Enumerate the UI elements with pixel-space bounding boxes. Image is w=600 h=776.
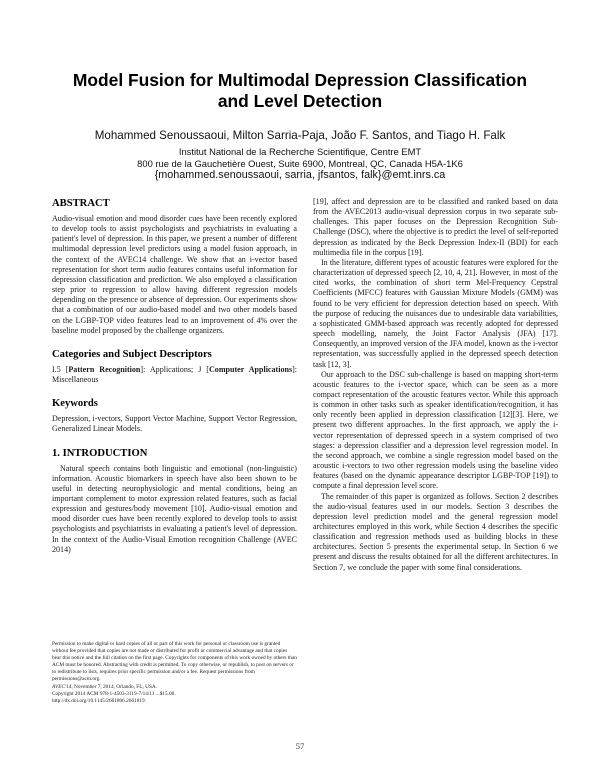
author-emails: {mohammed.senoussaoui, sarria, jfsantos, falk}@emt.inrs.ca <box>154 169 446 181</box>
introduction-paragraph-4: The remainder of this paper is organized as follows. Section 2 describes the audio-visual features used in our models. Section 3 describes the depression level prediction model and the general regression model architectures employed in this work, while Section 4 describes the specific classification and regression methods used as building blocks in these architectures. Section 5 presents the experimental setup. In Section 6 we present and discuss the results obtained for all the different architectures. In Section 7, we conclude the paper with some final considerations. <box>313 491 558 572</box>
right-column <box>313 197 558 573</box>
keywords-text: Depression, i-vectors, Support Vector Machine, Support Vector Regression, Generalized Linear Models. <box>52 414 297 434</box>
introduction-heading: 1. INTRODUCTION <box>52 447 148 459</box>
copyright-line: Copyright 2014 ACM 978-1-4503-3119-7/14/11 ...$15.00. <box>52 690 176 697</box>
title-line-2: and Level Detection <box>217 91 383 111</box>
author-list: Mohammed Senoussaoui, Milton Sarria-Paja, João F. Santos, and Tiago H. Falk <box>94 129 506 142</box>
affiliation-block <box>20 146 580 182</box>
venue-name: AVEC'14, <box>52 683 73 690</box>
affiliation-institute: Institut National de la Recherche Scientifique, Centre EMT <box>178 146 422 157</box>
categories-text: I.5 [Pattern Recognition]: Applications; J [Computer Applications]: Miscellaneous <box>52 364 297 385</box>
title-line-1: Model Fusion for Multimodal Depression Classification <box>72 70 528 90</box>
categories-heading: Categories and Subject Descriptors <box>52 348 212 360</box>
permission-notice: Permission to make digital or hard copies of all or part of this work for personal or classroom use is granted without fee provided that copies are not made or distributed for profit or commercial advantage and that copies bear this notice and the full citation on the first page. Copyrights for components of this work owned by others than ACM must be honored. Abstracting with credit is permitted. To copy otherwise, or republish, to post on servers or to redistribute to lists, requires prior specific permission and/or a fee. Request permissions from permissions@acm.org. <box>52 641 297 683</box>
doi-line: http://dx.doi.org/10.1145/2661806.2661819. <box>52 697 147 704</box>
abstract-heading: ABSTRACT <box>52 198 110 209</box>
abstract-text: Audio-visual emotion and mood disorder cues have been recently explored to develop tools to assist psychologists and psychiatrists in evaluating a patient's level of depression. In this paper, we present a number of different multimodal depression level predictors using a model fusion approach, in the context of the AVEC14 challenge. We show that an i-vector based representation for short term audio features contains useful information for depression classification and prediction. We also employed a classification step prior to regression to allow having different regression models depending on the presence or absence of depression. Our experiments show that a combination of our audio-based model and two other models based on the LGBP-TOP video features lead to an improvement of 4% over the baseline model proposed by the challenge organizers. <box>52 214 297 335</box>
paper-title <box>40 70 560 112</box>
introduction-paragraph-2: In the literature, different types of acoustic features were explored for the characterization of depressed speech [2, 10, 4, 21]. However, in most of the cited works, the combination of short term Mel-Frequency Cepstral Coefficients (MFCC) features with Gaussian Mixture Models (GMM) was found to be very efficient for depression detection based on speech. With the purpose of reducing the nuisances due to undesirable data variabilities, a sophisticated GMM-based approach was recently adopted for depressed speech modelling, namely, the Joint Factor Analysis (JFA) [17]. Consequently, an improved version of the JFA model, known as the i-vector representation, was successfully applied in the depressed speech detection task [12, 3]. <box>313 257 558 369</box>
venue-line: AVEC'14, November 7, 2014, Orlando, FL, USA. <box>52 683 158 690</box>
page-number: 57 <box>295 741 305 751</box>
introduction-paragraph-3: Our approach to the DSC sub-challenge is based on mapping short-term acoustic features to the i-vector space, which can be seen as a more compact representation of the acoustic features vector. While this approach is common in other tasks such as speaker identification/recognition, it has only recently been applied in depression classification [12][3]. Here, we present two different approaches. In the first approach, we apply the i-vector representation of depressed speech in a system comprised of two stages: a depression classifier and a depression level regression model. In the second approach, we combine a single regression model based on the acoustic i-vectors to two other regression models using the baseline video features (based on the dynamic appearance descriptor LGBP-TOP [19]) to compute a final depression level score. <box>313 369 558 491</box>
category-term-computer-applications: Computer Applications <box>209 364 293 374</box>
introduction-paragraph-1: Natural speech contains both linguistic and emotional (non-linguistic) information. Acoustic biomarkers in speech have also been shown to be useful in detecting neurophysiologic and mental conditions, being an important complement to motor expression related features, such as facial expression and gestures/body movement [10]. Audio-visual emotion and mood disorder cues have been recently explored to develop tools to assist psychologists and psychiatrists in evaluating a patient's level of depression. In the context of the Audio-Visual Emotion recognition Challenge (AVEC 2014) <box>52 463 297 554</box>
keywords-heading: Keywords <box>52 398 98 410</box>
affiliation-address: 800 rue de la Gauchetière Ouest, Suite 6900, Montreal, QC, Canada H5A-1K6 <box>137 157 463 169</box>
introduction-paragraph-continued: [19], affect and depression are to be classified and ranked based on data from the AVEC2013 audio-visual depression corpus in two separate sub-challenges. This paper focuses on the Depression Recognition Sub-Challenge (DSC), where the objective is to predict the level of self-reported depression as indicated by the Beck Depression Index-II (BDI) for each multimedia file in the corpus [19]. <box>313 197 558 257</box>
category-term-pattern-recognition: Pattern Recognition <box>68 364 141 374</box>
copyright-footnote <box>52 641 297 705</box>
left-column <box>52 197 297 555</box>
